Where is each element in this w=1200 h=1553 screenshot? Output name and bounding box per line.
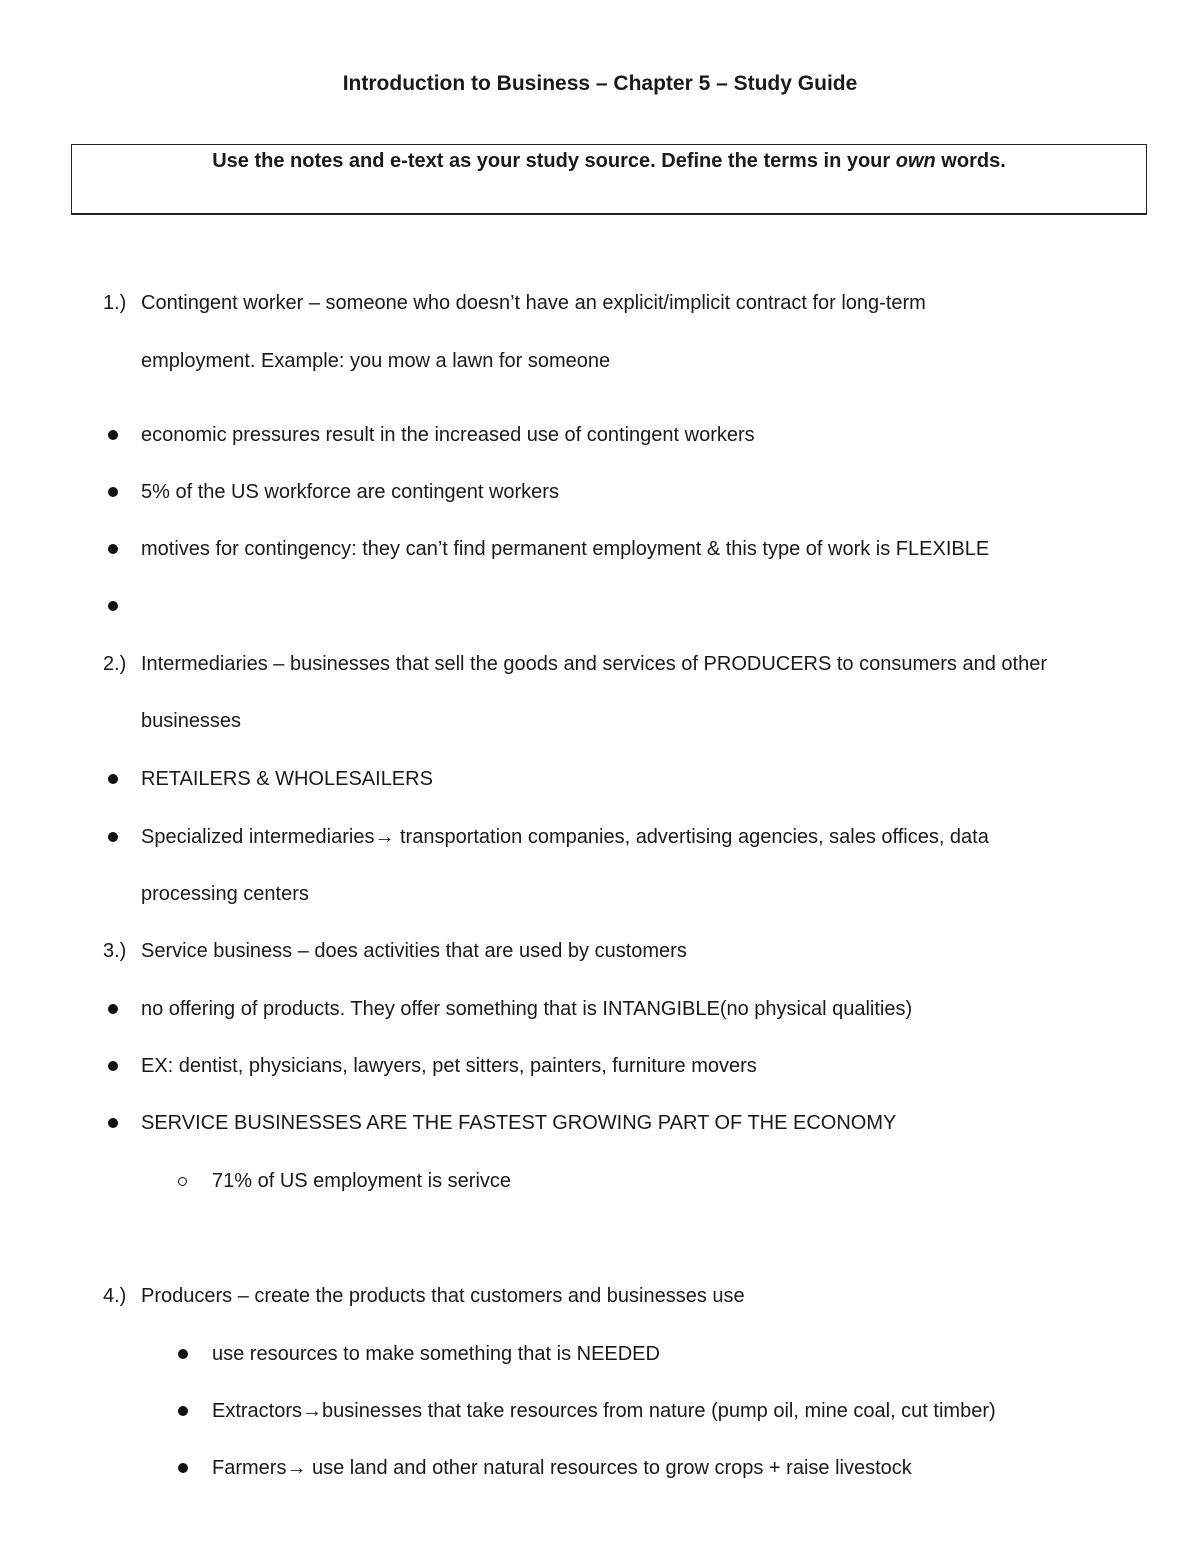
bullet-text: RETAILERS & WHOLESAILERS <box>141 768 433 790</box>
item-term-text: businesses <box>141 710 242 732</box>
item-number: 1.) <box>103 292 127 314</box>
bullet-text: no offering of products. They offer something that is INTANGIBLE(no physical qualities) <box>141 998 913 1020</box>
bullet-text: Farmers→ use land and other natural resources to grow crops + raise livestock <box>212 1457 912 1479</box>
instructions-before: Use the notes and e-text as your study source. Define the terms in your <box>212 150 896 172</box>
bullet-icon <box>108 544 118 554</box>
item-term-text: Service business – does activities that are used by customers <box>141 940 687 962</box>
item-number: 4.) <box>103 1285 127 1307</box>
item-term-text: employment. Example: you mow a lawn for someone <box>141 350 611 372</box>
bullet-text: motives for contingency: they can’t find permanent employment & this type of work is FLEXIBLE <box>141 538 990 560</box>
bullet-text: SERVICE BUSINESSES ARE THE FASTEST GROWING PART OF THE ECONOMY <box>141 1112 897 1134</box>
bullet-text: EX: dentist, physicians, lawyers, pet sitters, painters, furniture movers <box>141 1055 757 1077</box>
item-term-text: Producers – create the products that customers and businesses use <box>141 1285 745 1307</box>
bullet-icon <box>108 430 118 440</box>
bullet-icon <box>108 487 118 497</box>
instructions-box <box>71 144 1147 214</box>
bullet-icon <box>108 774 118 784</box>
bullet-icon <box>178 1463 188 1473</box>
sub-bullet-text: 71% of US employment is serivce <box>212 1170 512 1192</box>
instructions-text <box>72 150 1146 173</box>
item-term-text: Contingent worker – someone who doesn’t have an explicit/implicit contract for long-term <box>141 292 926 314</box>
item-number: 3.) <box>103 940 127 962</box>
bullet-text: Extractors→businesses that take resources from nature (pump oil, mine coal, cut timber) <box>212 1400 996 1422</box>
document-title: Introduction to Business – Chapter 5 – Study Guide <box>342 72 858 95</box>
bullet-icon <box>108 1118 118 1128</box>
item-number: 2.) <box>103 653 127 675</box>
bullet-icon <box>108 1004 118 1014</box>
bullet-text: Specialized intermediaries→ transportation companies, advertising agencies, sales offices, data <box>141 826 989 848</box>
bullet-icon <box>178 1406 188 1416</box>
instructions-after: words. <box>935 150 1006 172</box>
bullet-text: 5% of the US workforce are contingent workers <box>141 481 559 503</box>
bullet-icon <box>108 601 118 611</box>
bullet-text: economic pressures result in the increased use of contingent workers <box>141 424 755 446</box>
bullet-icon <box>108 1061 118 1071</box>
bullet-text: use resources to make something that is NEEDED <box>212 1343 660 1365</box>
item-term-text: Intermediaries – businesses that sell the goods and services of PRODUCERS to consumers and other <box>141 653 1047 675</box>
instructions-emphasis: own <box>895 150 936 172</box>
bullet-icon <box>178 1349 188 1359</box>
bullet-icon <box>108 832 118 842</box>
bullet-text: processing centers <box>141 883 309 905</box>
sub-bullet-icon <box>178 1177 187 1186</box>
